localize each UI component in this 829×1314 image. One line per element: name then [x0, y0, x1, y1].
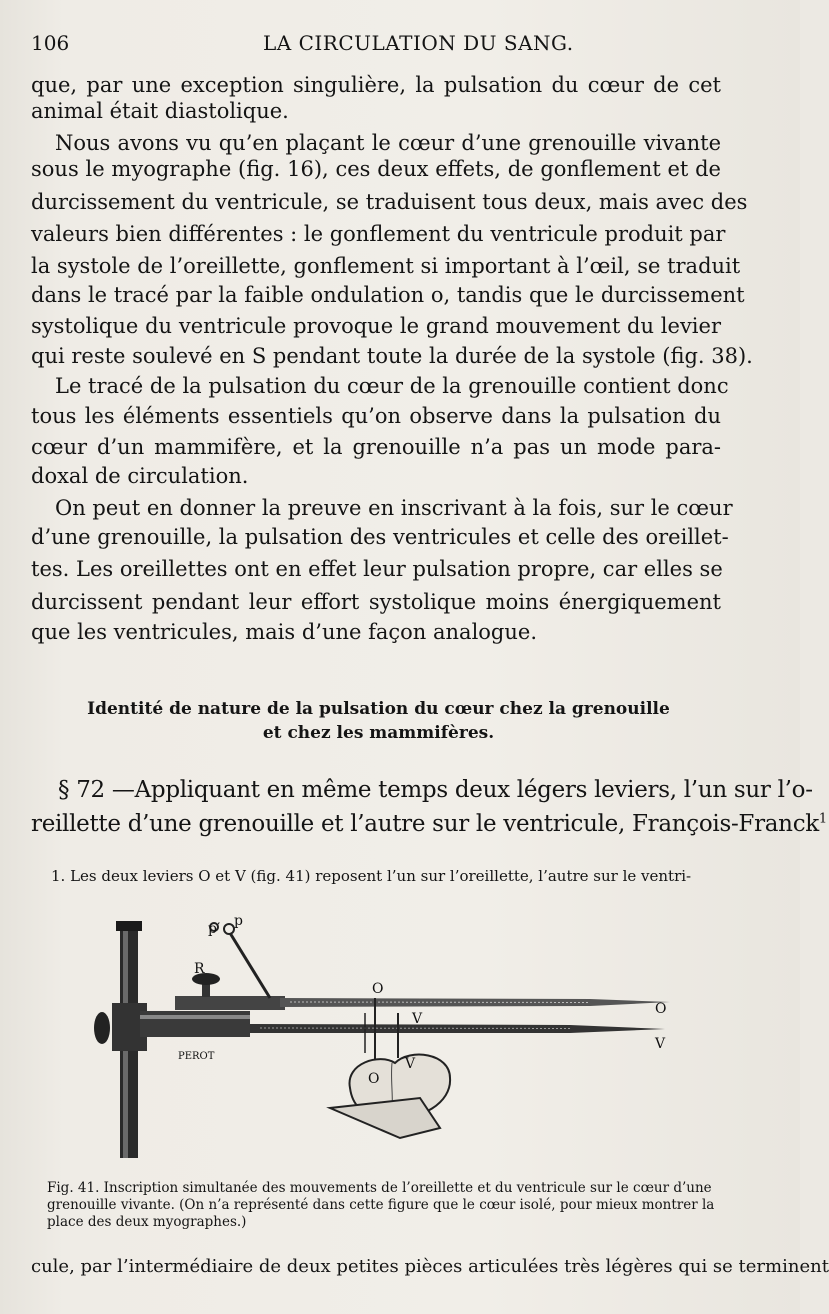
- text-line: doxal de circulation.: [31, 464, 249, 488]
- text-line: sous le myographe (fig. 16), ces deux effets, de gonflement et de: [31, 157, 721, 181]
- running-head: [31, 30, 726, 56]
- caption-line: Fig. 41. Inscription simultanée des mouvements de l’oreillette et du ventricule sur le cœur d’une: [47, 1180, 712, 1196]
- text-line: la systole de l’oreillette, gonflement si important à l’œil, se traduit: [31, 254, 741, 278]
- text-line: qui reste soulevé en S pendant toute la durée de la systole (fig. 38).: [31, 344, 753, 368]
- text-line: cœur d’un mammifère, et la grenouille n’a pas un mode para-: [31, 435, 721, 459]
- text-line: Nous avons vu qu’en plaçant le cœur d’une grenouille vivante: [55, 131, 721, 155]
- rod-cap: [116, 921, 142, 931]
- page-number: 106: [31, 31, 70, 55]
- label-v-tip: V: [655, 1036, 666, 1052]
- section-heading-line: et chez les mammifères.: [262, 723, 495, 743]
- footnote-marker: 1: [818, 811, 827, 827]
- label-r: R: [194, 961, 205, 977]
- paragraph-72-line: [31, 809, 827, 839]
- knob-stem: [202, 983, 210, 997]
- clamp-screw: [94, 1012, 110, 1044]
- label-p: p: [234, 913, 243, 929]
- paragraph-72-text: reillette d’une grenouille et l’autre sur le ventricule, François-Franck: [31, 811, 819, 837]
- caption-line: place des deux myographes.): [47, 1214, 247, 1230]
- figure-41-illustration: [90, 903, 690, 1173]
- label-o-tip: O: [655, 1001, 667, 1017]
- text-line: Le tracé de la pulsation du cœur de la grenouille contient donc: [55, 374, 729, 398]
- text-line: d’une grenouille, la pulsation des ventricules et celle des oreillet-: [31, 525, 729, 549]
- label-v-lever: V: [412, 1011, 423, 1027]
- footnote: 1. Les deux leviers O et V (fig. 41) reposent l’un sur l’oreillette, l’autre sur le ventri-: [51, 867, 692, 885]
- text-line: valeurs bien différentes : le gonflement du ventricule produit par: [31, 222, 726, 246]
- label-p-prime: p′: [208, 921, 221, 937]
- arm-highlight: [140, 1015, 250, 1019]
- text-line: tous les éléments essentiels qu’on observe dans la pulsation du: [31, 404, 721, 428]
- pin-p: [230, 933, 270, 998]
- text-line: On peut en donner la preuve en inscrivant à la fois, sur le cœur: [55, 496, 733, 520]
- paragraph-72-line: § 72 —Appliquant en même temps deux légers leviers, l’un sur l’o-: [58, 777, 813, 803]
- text-line: animal était diastolique.: [31, 99, 289, 123]
- caption-line: grenouille vivante. (On n’a représenté dans cette figure que le cœur isolé, pour mieux montrer la: [47, 1197, 715, 1213]
- text-line: dans le tracé par la faible ondulation o, tandis que le durcissement: [31, 283, 745, 307]
- text-line: que les ventricules, mais d’une façon analogue.: [31, 620, 537, 644]
- text-line: durcissent pendant leur effort systolique moins énergiquement: [31, 590, 721, 614]
- text-line: que, par une exception singulière, la pulsation du cœur de cet: [31, 73, 721, 97]
- section-heading-line: Identité de nature de la pulsation du cœur chez la grenouille: [87, 699, 670, 719]
- support-board: [330, 1098, 440, 1138]
- label-o-lever: O: [372, 981, 384, 997]
- text-line: systolique du ventricule provoque le grand mouvement du levier: [31, 314, 721, 338]
- text-line: durcissement du ventricule, se traduisent tous deux, mais avec des: [31, 190, 748, 214]
- label-o-heart: O: [368, 1071, 380, 1087]
- pin-p-head: [224, 924, 234, 934]
- running-title: LA CIRCULATION DU SANG.: [263, 31, 574, 55]
- label-maker: PEROT: [178, 1051, 215, 1062]
- label-v-heart: V: [405, 1056, 416, 1072]
- continuation-line: cule, par l’intermédiaire de deux petites pièces articulées très légères qui se terminent: [31, 1256, 829, 1277]
- horizontal-arm: [140, 1011, 250, 1037]
- text-line: tes. Les oreillettes ont en effet leur pulsation propre, car elles se: [31, 557, 723, 581]
